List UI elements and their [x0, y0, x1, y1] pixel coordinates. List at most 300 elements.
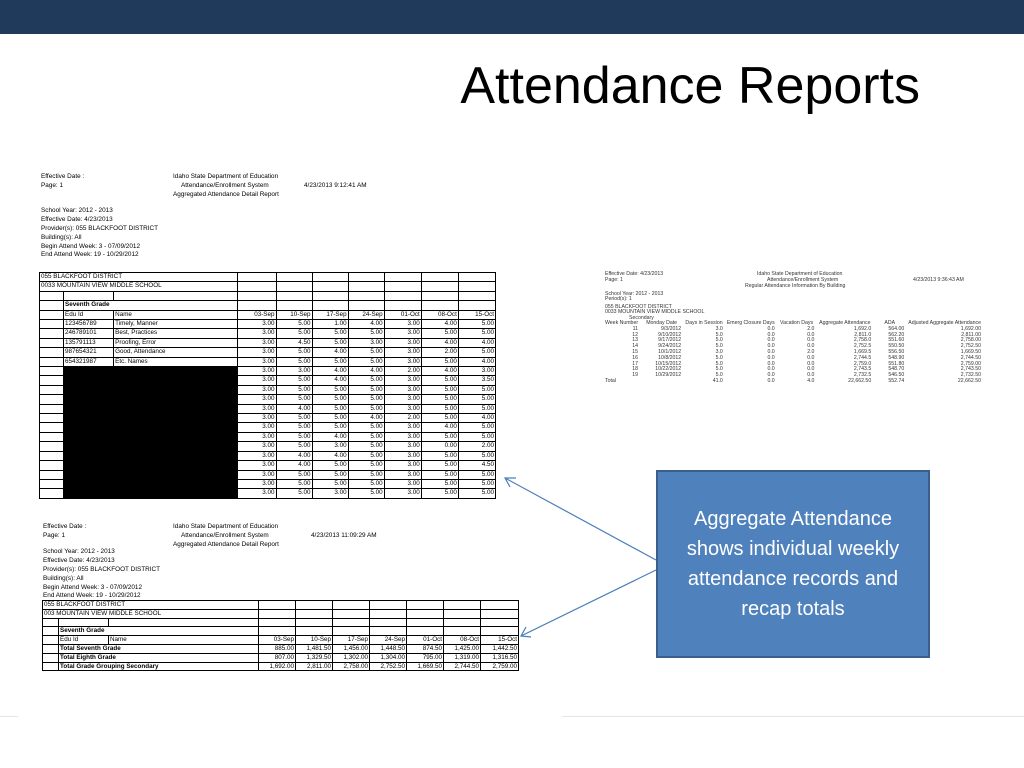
footer-line-right	[562, 716, 1024, 717]
total-value: 1,302.00	[333, 653, 370, 662]
table-cell: 13	[632, 337, 639, 344]
table-cell: 2,744.5	[853, 354, 872, 361]
value-cell: 4.00	[348, 414, 384, 423]
value-cell: 2.00	[458, 442, 495, 451]
table-cell: 1,669.50	[960, 348, 981, 355]
report1-system: Attendance/Enrollment System	[181, 181, 269, 189]
table-cell: 0.0	[807, 354, 815, 361]
value-cell: 5.00	[421, 376, 458, 385]
table-cell: 11	[632, 325, 639, 332]
value-cell: 2.00	[384, 367, 421, 376]
table-cell: 0.0	[767, 348, 775, 355]
total-value: 1,481.50	[296, 644, 333, 653]
value-cell: 4.50	[458, 461, 495, 470]
table-cell: 9/3/2012	[660, 325, 682, 332]
report2-timestamp: 4/23/2013 11:09:29 AM	[311, 531, 377, 539]
value-cell: 5.00	[421, 385, 458, 394]
value-cell: 3.00	[384, 395, 421, 404]
report2-effective-date: Effective Date :	[43, 523, 87, 530]
value-cell: 4.00	[312, 348, 348, 357]
table-cell: 0.0	[767, 331, 775, 338]
value-cell: 3.00	[238, 404, 276, 413]
value-cell: 3.00	[238, 423, 276, 432]
value-cell: 3.00	[384, 385, 421, 394]
value-cell: 5.00	[348, 470, 384, 479]
value-cell: 4.00	[312, 451, 348, 460]
total-value: 1,316.50	[481, 653, 519, 662]
table-cell: 5.0	[715, 354, 723, 361]
table-cell: 2,743.50	[960, 366, 981, 373]
grade-cell: Seventh Grade	[64, 301, 238, 310]
value-cell: 5.00	[458, 479, 495, 488]
table-cell: 548.90	[888, 354, 905, 361]
value-cell: 5.00	[276, 385, 312, 394]
table-cell: 0.0	[807, 366, 815, 373]
total-value: 1,442.50	[481, 644, 519, 653]
total-value: 2,759.00	[481, 662, 519, 671]
value-cell: 3.00	[348, 338, 384, 347]
value-cell: 3.00	[238, 338, 276, 347]
school-cell: 003 MOUNTAIN VIEW MIDDLE SCHOOL	[43, 609, 259, 618]
table-cell: 0.0	[807, 372, 815, 379]
value-cell: 3.00	[238, 376, 276, 385]
value-cell: 5.00	[421, 451, 458, 460]
value-cell: 3.00	[384, 479, 421, 488]
table-cell: 5.0	[715, 337, 723, 344]
table-cell: 556.50	[888, 348, 905, 355]
table-cell: 551.60	[888, 337, 905, 344]
value-cell: 4.00	[348, 320, 384, 329]
value-cell: 3.00	[384, 489, 421, 498]
total-value: 1,692.00	[259, 662, 296, 671]
column-header: Vacation Days	[780, 320, 814, 327]
value-cell: 4.00	[421, 423, 458, 432]
value-cell: 5.00	[276, 357, 312, 366]
value-cell: 3.00	[458, 367, 495, 376]
edu-id-cell: 135791113	[64, 338, 114, 347]
value-cell: 5.00	[421, 404, 458, 413]
value-cell: 5.00	[348, 489, 384, 498]
column-header: Adjusted Aggregate Attendance	[908, 320, 981, 327]
total-value: 1,456.00	[333, 644, 370, 653]
table-cell: 2,759.0	[853, 360, 872, 367]
column-header: Edu Id	[64, 310, 114, 319]
table-cell: 1,692.00	[960, 325, 981, 332]
report3-param: School Year: 2012 - 2013	[605, 291, 664, 297]
total-value: 885.00	[259, 644, 296, 653]
value-cell: 5.00	[458, 329, 495, 338]
value-cell: 4.00	[312, 367, 348, 376]
column-header: Aggregate Attendance	[819, 320, 871, 327]
table-cell: 5.0	[715, 331, 723, 338]
value-cell: 5.00	[312, 338, 348, 347]
value-cell: 5.00	[458, 470, 495, 479]
date-header: 10-Sep	[296, 636, 333, 645]
date-header: 10-Sep	[276, 310, 312, 319]
table-cell: 5.0	[715, 372, 723, 379]
table-cell: 5.0	[715, 366, 723, 373]
report1-param: Effective Date: 4/23/2013	[41, 215, 113, 223]
report1-param: Begin Attend Week: 3 - 07/09/2012	[41, 242, 141, 250]
name-cell: Timely, Manner	[114, 320, 238, 329]
table-cell: 18	[632, 366, 639, 373]
report3-effective-date: Effective Date: 4/23/2013	[605, 271, 664, 277]
table-cell: 0.0	[767, 360, 775, 367]
report1-param: Building(s): All	[41, 233, 82, 241]
table-cell: 2,744.50	[960, 354, 981, 361]
value-cell: 5.00	[276, 470, 312, 479]
table-cell: 9/10/2012	[658, 331, 682, 338]
value-cell: 4.00	[458, 357, 495, 366]
column-header: Week Number	[605, 320, 639, 327]
name-cell: Best, Practices	[114, 329, 238, 338]
value-cell: 3.00	[238, 367, 276, 376]
value-cell: 4.00	[421, 320, 458, 329]
grade-cell: Seventh Grade	[59, 627, 259, 636]
total-value: 2,752.50	[370, 662, 407, 671]
value-cell: 3.00	[238, 357, 276, 366]
date-header: 01-Oct	[407, 636, 444, 645]
value-cell: 3.00	[238, 348, 276, 357]
value-cell: 5.00	[421, 395, 458, 404]
value-cell: 5.00	[276, 329, 312, 338]
value-cell: 5.00	[312, 414, 348, 423]
date-header: 01-Oct	[384, 310, 421, 319]
value-cell: 3.00	[384, 423, 421, 432]
footer-line-left	[0, 716, 18, 717]
table-cell: 2.0	[807, 348, 815, 355]
school-cell: 0033 MOUNTAIN VIEW MIDDLE SCHOOL	[40, 282, 238, 291]
table-cell: 9/24/2012	[658, 343, 682, 350]
value-cell: 3.00	[384, 329, 421, 338]
table-cell: 2,811.00	[961, 331, 981, 338]
total-cell: 552.74	[888, 377, 905, 384]
report2-param: Building(s): All	[43, 574, 84, 582]
table-cell: 0.0	[767, 325, 775, 332]
value-cell: 5.00	[276, 320, 312, 329]
table-cell: 5.0	[715, 343, 723, 350]
date-header: 08-Oct	[421, 310, 458, 319]
column-header: Name	[109, 636, 259, 645]
report3-page: Page: 1	[605, 277, 623, 283]
report2-param: End Attend Week: 19 - 10/29/2012	[43, 592, 141, 600]
value-cell: 3.00	[384, 442, 421, 451]
value-cell: 3.00	[384, 376, 421, 385]
table-cell: 3.0	[715, 325, 723, 332]
value-cell: 2.00	[421, 348, 458, 357]
value-cell: 5.00	[312, 461, 348, 470]
value-cell: 5.00	[276, 376, 312, 385]
value-cell: 3.50	[458, 376, 495, 385]
value-cell: 3.00	[384, 451, 421, 460]
value-cell: 5.00	[276, 442, 312, 451]
value-cell: 5.00	[312, 423, 348, 432]
value-cell: 2.00	[384, 414, 421, 423]
arrow-to-detail	[505, 478, 656, 560]
value-cell: 3.00	[238, 385, 276, 394]
total-value: 1,319.00	[444, 653, 481, 662]
report3-report-name: Regular Attendance Information By Building	[745, 283, 846, 289]
date-header: 17-Sep	[312, 310, 348, 319]
report2-report-name: Aggregated Attendance Detail Report	[173, 540, 279, 548]
report2-page: Page: 1	[43, 531, 66, 539]
value-cell: 4.00	[421, 367, 458, 376]
table-cell: 2,811.0	[854, 331, 872, 338]
total-cell: 22,662.50	[848, 377, 872, 384]
date-header: 17-Sep	[333, 636, 370, 645]
total-cell: 41.0	[712, 377, 723, 384]
total-value: 1,329.50	[296, 653, 333, 662]
value-cell: 3.00	[312, 489, 348, 498]
table-cell: 15	[632, 348, 639, 355]
table-cell: 2,752.50	[960, 343, 981, 350]
value-cell: 3.00	[276, 367, 312, 376]
value-cell: 4.00	[312, 376, 348, 385]
total-cell: 22,662.50	[957, 377, 981, 384]
value-cell: 5.00	[312, 395, 348, 404]
value-cell: 3.00	[238, 442, 276, 451]
report1-param: End Attend Week: 19 - 10/29/2012	[41, 251, 139, 259]
value-cell: 5.00	[276, 489, 312, 498]
value-cell: 5.00	[312, 385, 348, 394]
value-cell: 5.00	[276, 414, 312, 423]
table-cell: 10/22/2012	[655, 366, 682, 373]
total-label: Total Seventh Grade	[59, 644, 259, 653]
table-cell: 2,758.00	[960, 337, 981, 344]
value-cell: 3.00	[384, 348, 421, 357]
table-cell: 16	[632, 354, 639, 361]
report1-agency: Idaho State Department of Education	[173, 173, 279, 180]
value-cell: 3.00	[238, 395, 276, 404]
value-cell: 4.00	[276, 404, 312, 413]
total-value: 1,669.50	[407, 662, 444, 671]
table-cell: 0.0	[807, 343, 815, 350]
value-cell: 5.00	[458, 348, 495, 357]
date-header: 15-Oct	[481, 636, 519, 645]
table-cell: 1,692.0	[853, 325, 872, 332]
value-cell: 5.00	[348, 395, 384, 404]
table-cell: 2,759.00	[960, 360, 981, 367]
value-cell: 5.00	[421, 461, 458, 470]
table-cell: 0.0	[767, 337, 775, 344]
value-cell: 5.00	[458, 395, 495, 404]
edu-id-cell: 654321987	[64, 357, 114, 366]
table-cell: 2.0	[807, 325, 815, 332]
table-cell: 2,743.5	[853, 366, 872, 373]
table-cell: 0.0	[767, 366, 775, 373]
value-cell: 4.00	[276, 461, 312, 470]
value-cell: 3.00	[384, 404, 421, 413]
table-cell: 12	[632, 331, 639, 338]
report1-timestamp: 4/23/2013 9:12:41 AM	[304, 181, 367, 189]
table-cell: 17	[632, 360, 639, 367]
date-header: 24-Sep	[348, 310, 384, 319]
report1-param: Provider(s): 055 BLACKFOOT DISTRICT	[41, 224, 159, 232]
value-cell: 3.00	[384, 357, 421, 366]
column-header: Days in Session	[685, 320, 723, 327]
slide-title: Attendance Reports	[460, 57, 920, 115]
value-cell: 4.00	[348, 367, 384, 376]
value-cell: 5.00	[421, 432, 458, 441]
value-cell: 3.00	[238, 470, 276, 479]
arrow-to-summary	[521, 570, 656, 636]
table-cell: 0.0	[807, 331, 815, 338]
report3-district: 055 BLACKFOOT DISTRICT	[605, 304, 672, 310]
date-header: 24-Sep	[370, 636, 407, 645]
value-cell: 5.00	[312, 404, 348, 413]
value-cell: 4.50	[276, 338, 312, 347]
value-cell: 5.00	[276, 348, 312, 357]
total-value: 1,304.00	[370, 653, 407, 662]
total-value: 807.00	[259, 653, 296, 662]
total-value: 1,448.50	[370, 644, 407, 653]
table-cell: 9/17/2012	[658, 337, 682, 344]
table-cell: 2,732.50	[960, 372, 981, 379]
value-cell: 5.00	[458, 385, 495, 394]
value-cell: 5.00	[458, 404, 495, 413]
table-cell: 10/1/2012	[658, 348, 682, 355]
value-cell: 5.00	[348, 348, 384, 357]
value-cell: 3.00	[238, 432, 276, 441]
table-cell: 0.0	[767, 372, 775, 379]
table-cell: 10/15/2012	[655, 360, 682, 367]
value-cell: 5.00	[458, 489, 495, 498]
value-cell: 5.00	[458, 320, 495, 329]
value-cell: 5.00	[421, 489, 458, 498]
value-cell: 3.00	[238, 461, 276, 470]
table-cell: 0.0	[807, 360, 815, 367]
callout-text: Aggregate Attendance shows individual weekly attendance records and recap totals	[686, 508, 900, 620]
value-cell: 1.00	[312, 320, 348, 329]
value-cell: 3.00	[384, 432, 421, 441]
date-header: 15-Oct	[458, 310, 495, 319]
edu-id-cell: 987654321	[64, 348, 114, 357]
value-cell: 4.00	[421, 338, 458, 347]
column-header: Emerg Closure Days	[726, 320, 775, 327]
edu-id-cell: 123456789	[64, 320, 114, 329]
value-cell: 3.00	[238, 479, 276, 488]
table-cell: 14	[632, 343, 639, 350]
value-cell: 3.00	[238, 414, 276, 423]
report3-system: Attendance/Enrollment System	[767, 277, 839, 283]
value-cell: 5.00	[348, 385, 384, 394]
table-cell: 3.0	[715, 348, 723, 355]
value-cell: 3.00	[384, 320, 421, 329]
table-cell: 1,669.5	[853, 348, 872, 355]
value-cell: 5.00	[458, 432, 495, 441]
total-value: 2,811.00	[296, 662, 333, 671]
table-cell: 0.0	[807, 337, 815, 344]
value-cell: 5.00	[348, 357, 384, 366]
report2-system: Attendance/Enrollment System	[181, 531, 269, 539]
report2-param: Effective Date: 4/23/2013	[43, 556, 115, 564]
value-cell: 3.00	[238, 320, 276, 329]
column-header: Edu Id	[59, 636, 109, 645]
report1-param: School Year: 2012 - 2013	[41, 207, 113, 214]
value-cell: 5.00	[276, 423, 312, 432]
value-cell: 5.00	[348, 329, 384, 338]
value-cell: 3.00	[384, 470, 421, 479]
table-cell: 548.70	[888, 366, 905, 373]
value-cell: 5.00	[348, 479, 384, 488]
date-header: 08-Oct	[444, 636, 481, 645]
table-cell: 2,752.5	[853, 343, 872, 350]
total-cell: Total	[605, 377, 616, 384]
table-cell: 2,732.5	[853, 372, 872, 379]
value-cell: 5.00	[312, 357, 348, 366]
value-cell: 5.00	[312, 470, 348, 479]
column-header: Name	[114, 310, 238, 319]
value-cell: 3.00	[238, 329, 276, 338]
value-cell: 3.00	[312, 442, 348, 451]
table-cell: 5.0	[715, 360, 723, 367]
total-cell: 4.0	[807, 377, 815, 384]
report3-agency: Idaho State Department of Education	[757, 271, 843, 277]
value-cell: 5.00	[348, 442, 384, 451]
value-cell: 4.00	[276, 451, 312, 460]
name-cell: Good, Attendance	[114, 348, 238, 357]
table-cell: 562.20	[888, 331, 905, 338]
value-cell: 5.00	[312, 329, 348, 338]
table-cell: 550.50	[888, 343, 905, 350]
column-header: ADA	[884, 320, 896, 327]
total-value: 2,744.50	[444, 662, 481, 671]
table-cell: 10/8/2012	[658, 354, 682, 361]
report3-timestamp: 4/23/2013 9:36:43 AM	[913, 277, 964, 283]
value-cell: 3.00	[238, 451, 276, 460]
report3-school-sub: Secondary	[629, 314, 654, 321]
value-cell: 5.00	[421, 479, 458, 488]
table-cell: 0.0	[767, 354, 775, 361]
district-cell: 055 BLACKFOOT DISTRICT	[43, 601, 259, 610]
total-value: 1,425.00	[444, 644, 481, 653]
value-cell: 3.00	[238, 489, 276, 498]
value-cell: 5.00	[276, 395, 312, 404]
table-cell: 546.50	[888, 372, 905, 379]
value-cell: 5.00	[348, 404, 384, 413]
report3-param: Period(s): 1	[605, 296, 632, 303]
table-cell: 19	[632, 372, 639, 379]
value-cell: 5.00	[348, 376, 384, 385]
report1-effective-date: Effective Date :	[41, 173, 85, 180]
value-cell: 4.00	[312, 432, 348, 441]
table-cell: 0.0	[767, 343, 775, 350]
value-cell: 3.00	[384, 338, 421, 347]
report2-param: Provider(s): 055 BLACKFOOT DISTRICT	[43, 565, 161, 573]
total-value: 795.00	[407, 653, 444, 662]
table-cell: 10/29/2012	[655, 372, 682, 379]
report3-school: 0033 MOUNTAIN VIEW MIDDLE SCHOOL	[605, 309, 705, 316]
value-cell: 5.00	[348, 432, 384, 441]
value-cell: 0.00	[421, 442, 458, 451]
edu-id-cell: 246789101	[64, 329, 114, 338]
callout-box	[656, 470, 930, 658]
table-cell: 564.00	[888, 325, 905, 332]
value-cell: 4.00	[458, 414, 495, 423]
value-cell: 5.00	[421, 357, 458, 366]
date-header: 03-Sep	[259, 636, 296, 645]
date-header: 03-Sep	[238, 310, 276, 319]
value-cell: 5.00	[421, 414, 458, 423]
total-value: 874.50	[407, 644, 444, 653]
value-cell: 3.00	[384, 461, 421, 470]
value-cell: 5.00	[276, 432, 312, 441]
value-cell: 5.00	[312, 479, 348, 488]
total-label: Total Eighth Grade	[59, 653, 259, 662]
value-cell: 5.00	[276, 479, 312, 488]
value-cell: 5.00	[458, 423, 495, 432]
total-cell: 0.0	[767, 377, 775, 384]
